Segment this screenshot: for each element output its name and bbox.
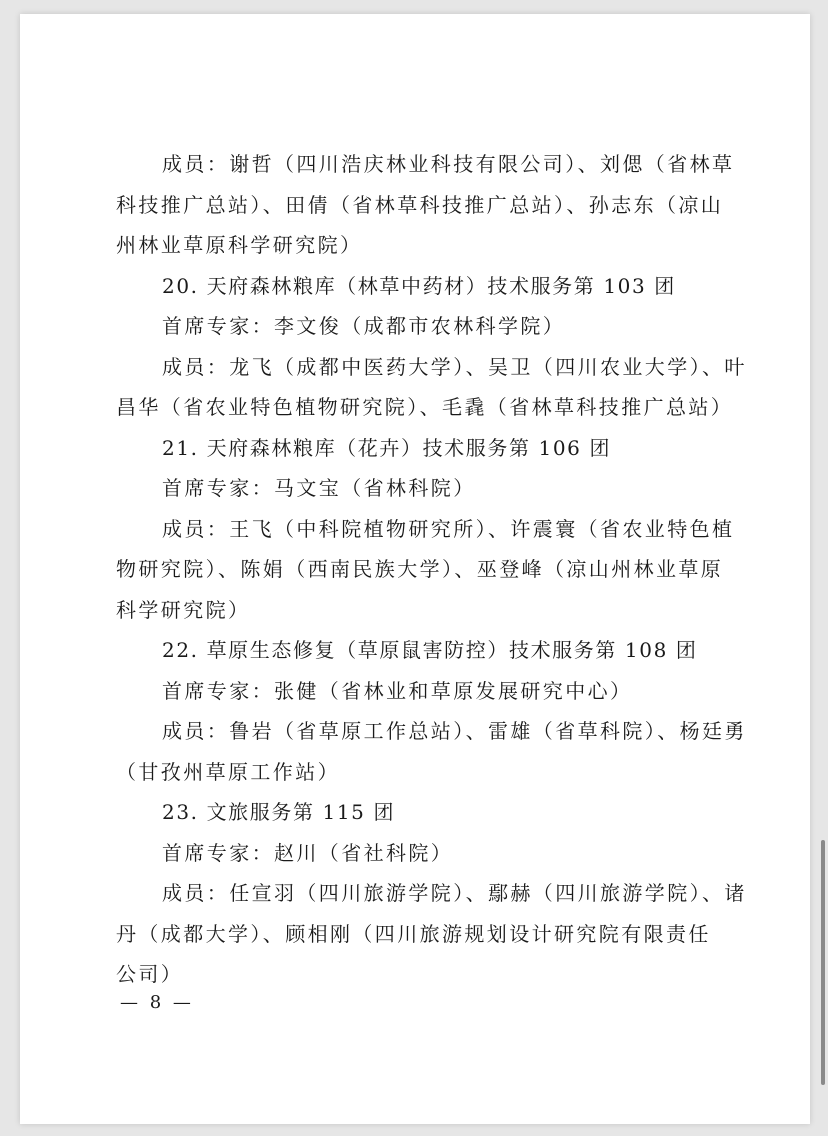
page-number: — 8 — (120, 992, 194, 1013)
page-content (116, 144, 747, 995)
members-line: 物研究院）、陈娟（西南民族大学）、巫登峰（凉山州林业草原 (116, 557, 724, 581)
vertical-scrollbar[interactable] (821, 840, 825, 1085)
paragraph-members (116, 711, 747, 792)
members-line: 科技推广总站）、田倩（省林草科技推广总站）、孙志东（凉山 (116, 192, 724, 217)
chief-line: 首席专家：张健（省林业和草原发展研究中心） (162, 678, 633, 703)
paragraph-chief (116, 468, 708, 509)
paragraph-chief (116, 306, 708, 347)
heading-line: 20. 天府森林粮库（林草中药材）技术服务第 103 团 (162, 273, 676, 298)
members-line: 成员：龙飞（成都中医药大学）、吴卫（四川农业大学）、叶 (162, 354, 747, 379)
chief-line: 首席专家：李文俊（成都市农林科学院） (162, 314, 566, 338)
members-line: （甘孜州草原工作站） (116, 759, 340, 784)
heading-line: 23. 文旅服务第 115 团 (162, 800, 396, 824)
paragraph-heading (116, 428, 708, 469)
chief-line: 首席专家：马文宝（省林科院） (162, 476, 476, 500)
paragraph-heading (116, 792, 708, 833)
members-line: 昌华（省农业特色植物研究院）、毛毳（省林草科技推广总站） (116, 395, 734, 419)
members-line: 科学研究院） (116, 597, 251, 622)
paragraph-members (116, 509, 735, 631)
chief-line: 首席专家：赵川（省社科院） (162, 840, 454, 865)
paragraph-chief (116, 833, 708, 874)
heading-line: 22. 草原生态修复（草原鼠害防控）技术服务第 108 团 (162, 638, 698, 662)
paragraph-heading (116, 266, 708, 307)
members-line: 成员：王飞（中科院植物研究所）、许震寰（省农业特色植 (162, 516, 735, 541)
members-line: 成员：谢哲（四川浩庆林业科技有限公司）、刘偲（省林草 (162, 152, 735, 176)
members-line: 成员：鲁岩（省草原工作总站）、雷雄（省草科院）、杨廷勇 (162, 719, 747, 743)
members-line: 丹（成都大学）、顾相刚（四川旅游规划设计研究院有限责任 (116, 921, 711, 946)
paragraph-chief (116, 671, 708, 712)
document-page (20, 14, 810, 1124)
paragraph-heading (116, 630, 708, 671)
heading-line: 21. 天府森林粮库（花卉）技术服务第 106 团 (162, 435, 612, 460)
paragraph-members (116, 144, 735, 266)
members-line: 公司） (116, 962, 184, 986)
members-line: 成员：任宣羽（四川旅游学院）、鄢赫（四川旅游学院）、诸 (162, 881, 747, 905)
members-line: 州林业草原科学研究院） (116, 233, 363, 257)
paragraph-members (116, 873, 747, 995)
paragraph-members (116, 347, 747, 428)
